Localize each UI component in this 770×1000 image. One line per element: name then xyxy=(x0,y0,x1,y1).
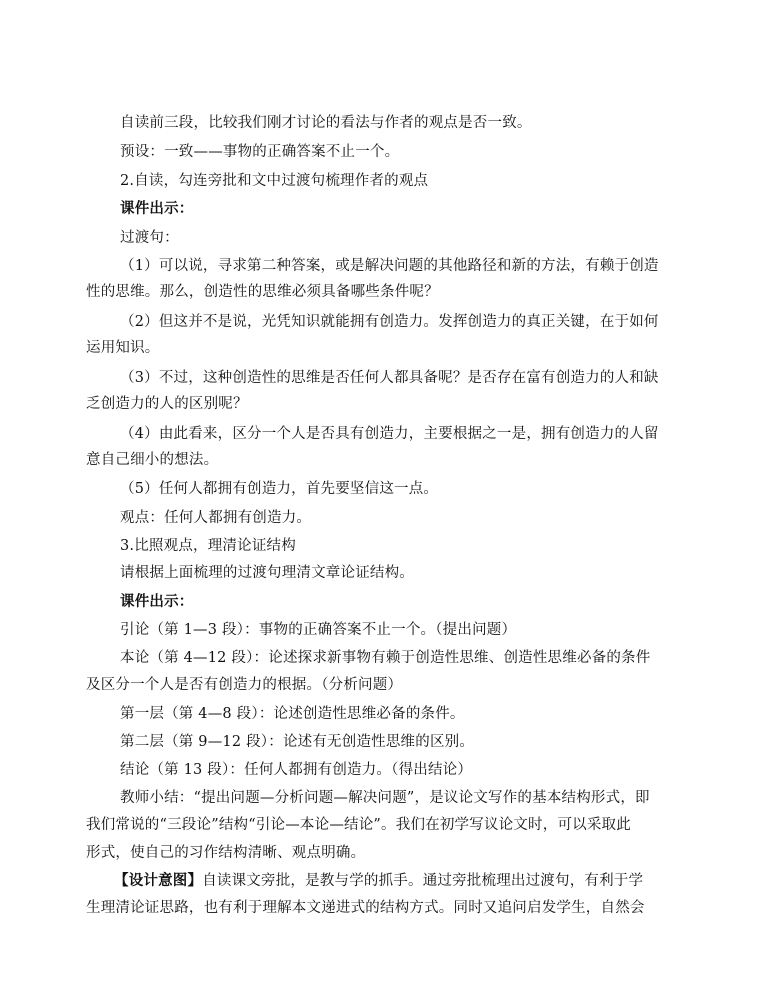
text-line: 结论（第 13 段）：任何人都拥有创造力。（得出结论） xyxy=(120,762,473,778)
section-heading: 课件出示： xyxy=(120,593,194,610)
text-line: 2.自读，勾连旁批和文中过渡句梳理作者的观点 xyxy=(120,173,429,189)
text-line: 自读前三段，比较我们刚才讨论的看法与作者的观点是否一致。 xyxy=(120,115,532,131)
text-line: 观点：任何人都拥有创造力。 xyxy=(120,510,312,526)
design-intent-text: 自读课文旁批，是教与学的抓手。通过旁批梳理出过渡句，有利于学 xyxy=(202,873,644,889)
text-line: 预设：一致——事物的正确答案不止一个。 xyxy=(120,144,400,160)
text-line: 第一层（第 4—8 段）：论述创造性思维必备的条件。 xyxy=(120,706,465,722)
text-line: （5）任何人都拥有创造力，首先要坚信这一点。 xyxy=(120,481,439,497)
text-line: （2）但这并不是说，光凭知识就能拥有创造力。发挥创造力的真正关键，在于如何 xyxy=(120,314,659,330)
text-line: （3）不过，这种创造性的思维是否任何人都具备呢？是否存在富有创造力的人和缺 xyxy=(120,370,659,386)
text-line: 请根据上面梳理的过渡句理清文章论证结构。 xyxy=(120,565,414,581)
text-line: 性的思维。那么，创造性的思维必须具备哪些条件呢？ xyxy=(86,284,439,300)
text-line: 3.比照观点，理清论证结构 xyxy=(120,538,296,554)
text-line: （1）可以说，寻求第二种答案，或是解决问题的其他路径和新的方法，有赖于创造 xyxy=(120,258,659,274)
section-heading: 课件出示： xyxy=(120,200,194,217)
text-line: 本论（第 4—12 段）：论述探求新事物有赖于创造性思维、创造性思维必备的条件 xyxy=(120,650,651,666)
text-line: 运用知识。 xyxy=(86,340,160,356)
text-line: 乏创造力的人的区别呢？ xyxy=(86,396,248,412)
text-line: （4）由此看来，区分一个人是否具有创造力，主要根据之一是，拥有创造力的人留 xyxy=(120,426,659,442)
text-line: 第二层（第 9—12 段）：论述有无创造性思维的区别。 xyxy=(120,734,475,750)
design-intent-line xyxy=(114,871,686,891)
text-line: 教师小结：“提出问题—分析问题—解决问题”，是议论文写作的基本结构形式，即 xyxy=(120,790,650,806)
text-line: 引论（第 1—3 段）：事物的正确答案不止一个。（提出问题） xyxy=(120,622,517,638)
text-line: 生理清论证思路，也有利于理解本文递进式的结构方式。同时又追问启发学生，自然会 xyxy=(86,900,645,916)
design-intent-tag: 【设计意图】 xyxy=(114,872,203,889)
text-line: 形式，使自己的习作结构清晰、观点明确。 xyxy=(86,845,366,861)
text-line: 过渡句： xyxy=(120,230,179,246)
text-line: 及区分一个人是否有创造力的根据。（分析问题） xyxy=(86,677,403,693)
text-line: 我们常说的“三段论”结构“引论—本论—结论”。我们在初学写议论文时，可以采取此 xyxy=(86,817,631,833)
text-line: 意自己细小的想法。 xyxy=(86,452,219,468)
